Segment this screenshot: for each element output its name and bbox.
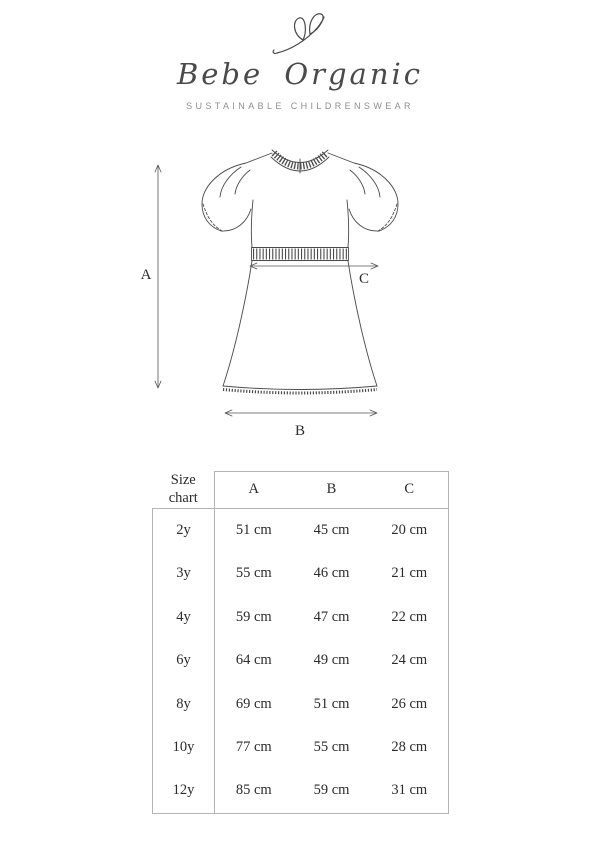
value-a-cell: 77 cm <box>235 739 272 756</box>
table-row <box>153 509 449 553</box>
column-header-c: C <box>371 472 449 509</box>
value-c-cell: 21 cm <box>371 552 449 596</box>
value-a-cell: 59 cm <box>235 608 272 625</box>
value-b-cell: 46 cm <box>313 565 350 582</box>
table-row <box>153 683 449 727</box>
size-cell: 4y <box>153 596 215 640</box>
value-b-cell: 55 cm <box>313 739 350 756</box>
value-a-cell: 64 cm <box>235 652 272 669</box>
value-c-cell: 20 cm <box>371 509 449 553</box>
column-header-b: B <box>293 472 371 509</box>
value-b-cell: 49 cm <box>313 652 350 669</box>
label-c: C <box>358 271 370 287</box>
table-row <box>153 552 449 596</box>
branch-sprig-icon <box>268 8 338 63</box>
value-a-cell: 69 cm <box>235 695 272 712</box>
measurement-arrow-b <box>225 410 377 439</box>
value-c-cell: 31 cm <box>371 770 449 814</box>
table-row <box>153 639 449 683</box>
dress-measurement-diagram <box>130 135 470 445</box>
value-c-cell: 22 cm <box>371 596 449 640</box>
size-chart-corner-label: Size chart <box>153 472 215 509</box>
value-c-cell: 28 cm <box>371 726 449 770</box>
table-row <box>153 770 449 814</box>
value-c-cell: 26 cm <box>371 683 449 727</box>
measurement-arrow-c <box>250 263 378 287</box>
table-row <box>153 596 449 640</box>
label-b: B <box>294 423 306 439</box>
size-cell: 6y <box>153 639 215 683</box>
value-b-cell: 47 cm <box>313 608 350 625</box>
table-header-row <box>153 472 449 509</box>
value-a-cell: 55 cm <box>235 565 272 582</box>
table-row <box>153 726 449 770</box>
value-b-cell: 45 cm <box>313 521 350 538</box>
value-b-cell: 59 cm <box>293 770 371 814</box>
measurement-arrow-a <box>141 165 161 388</box>
size-cell: 10y <box>153 726 215 770</box>
size-cell: 2y <box>153 509 215 553</box>
size-cell: 3y <box>153 552 215 596</box>
column-header-a: A <box>215 472 293 509</box>
size-cell: 8y <box>153 683 215 727</box>
value-a-cell: 85 cm <box>215 770 293 814</box>
size-chart-table <box>152 471 449 814</box>
brand-tagline: SUSTAINABLE CHILDRENSWEAR <box>186 101 414 111</box>
value-b-cell: 51 cm <box>313 695 350 712</box>
label-a: A <box>140 267 152 283</box>
value-c-cell: 24 cm <box>371 639 449 683</box>
value-a-cell: 51 cm <box>235 521 272 538</box>
size-cell: 12y <box>153 770 215 814</box>
brand-name: Bebe Organic <box>176 57 424 91</box>
